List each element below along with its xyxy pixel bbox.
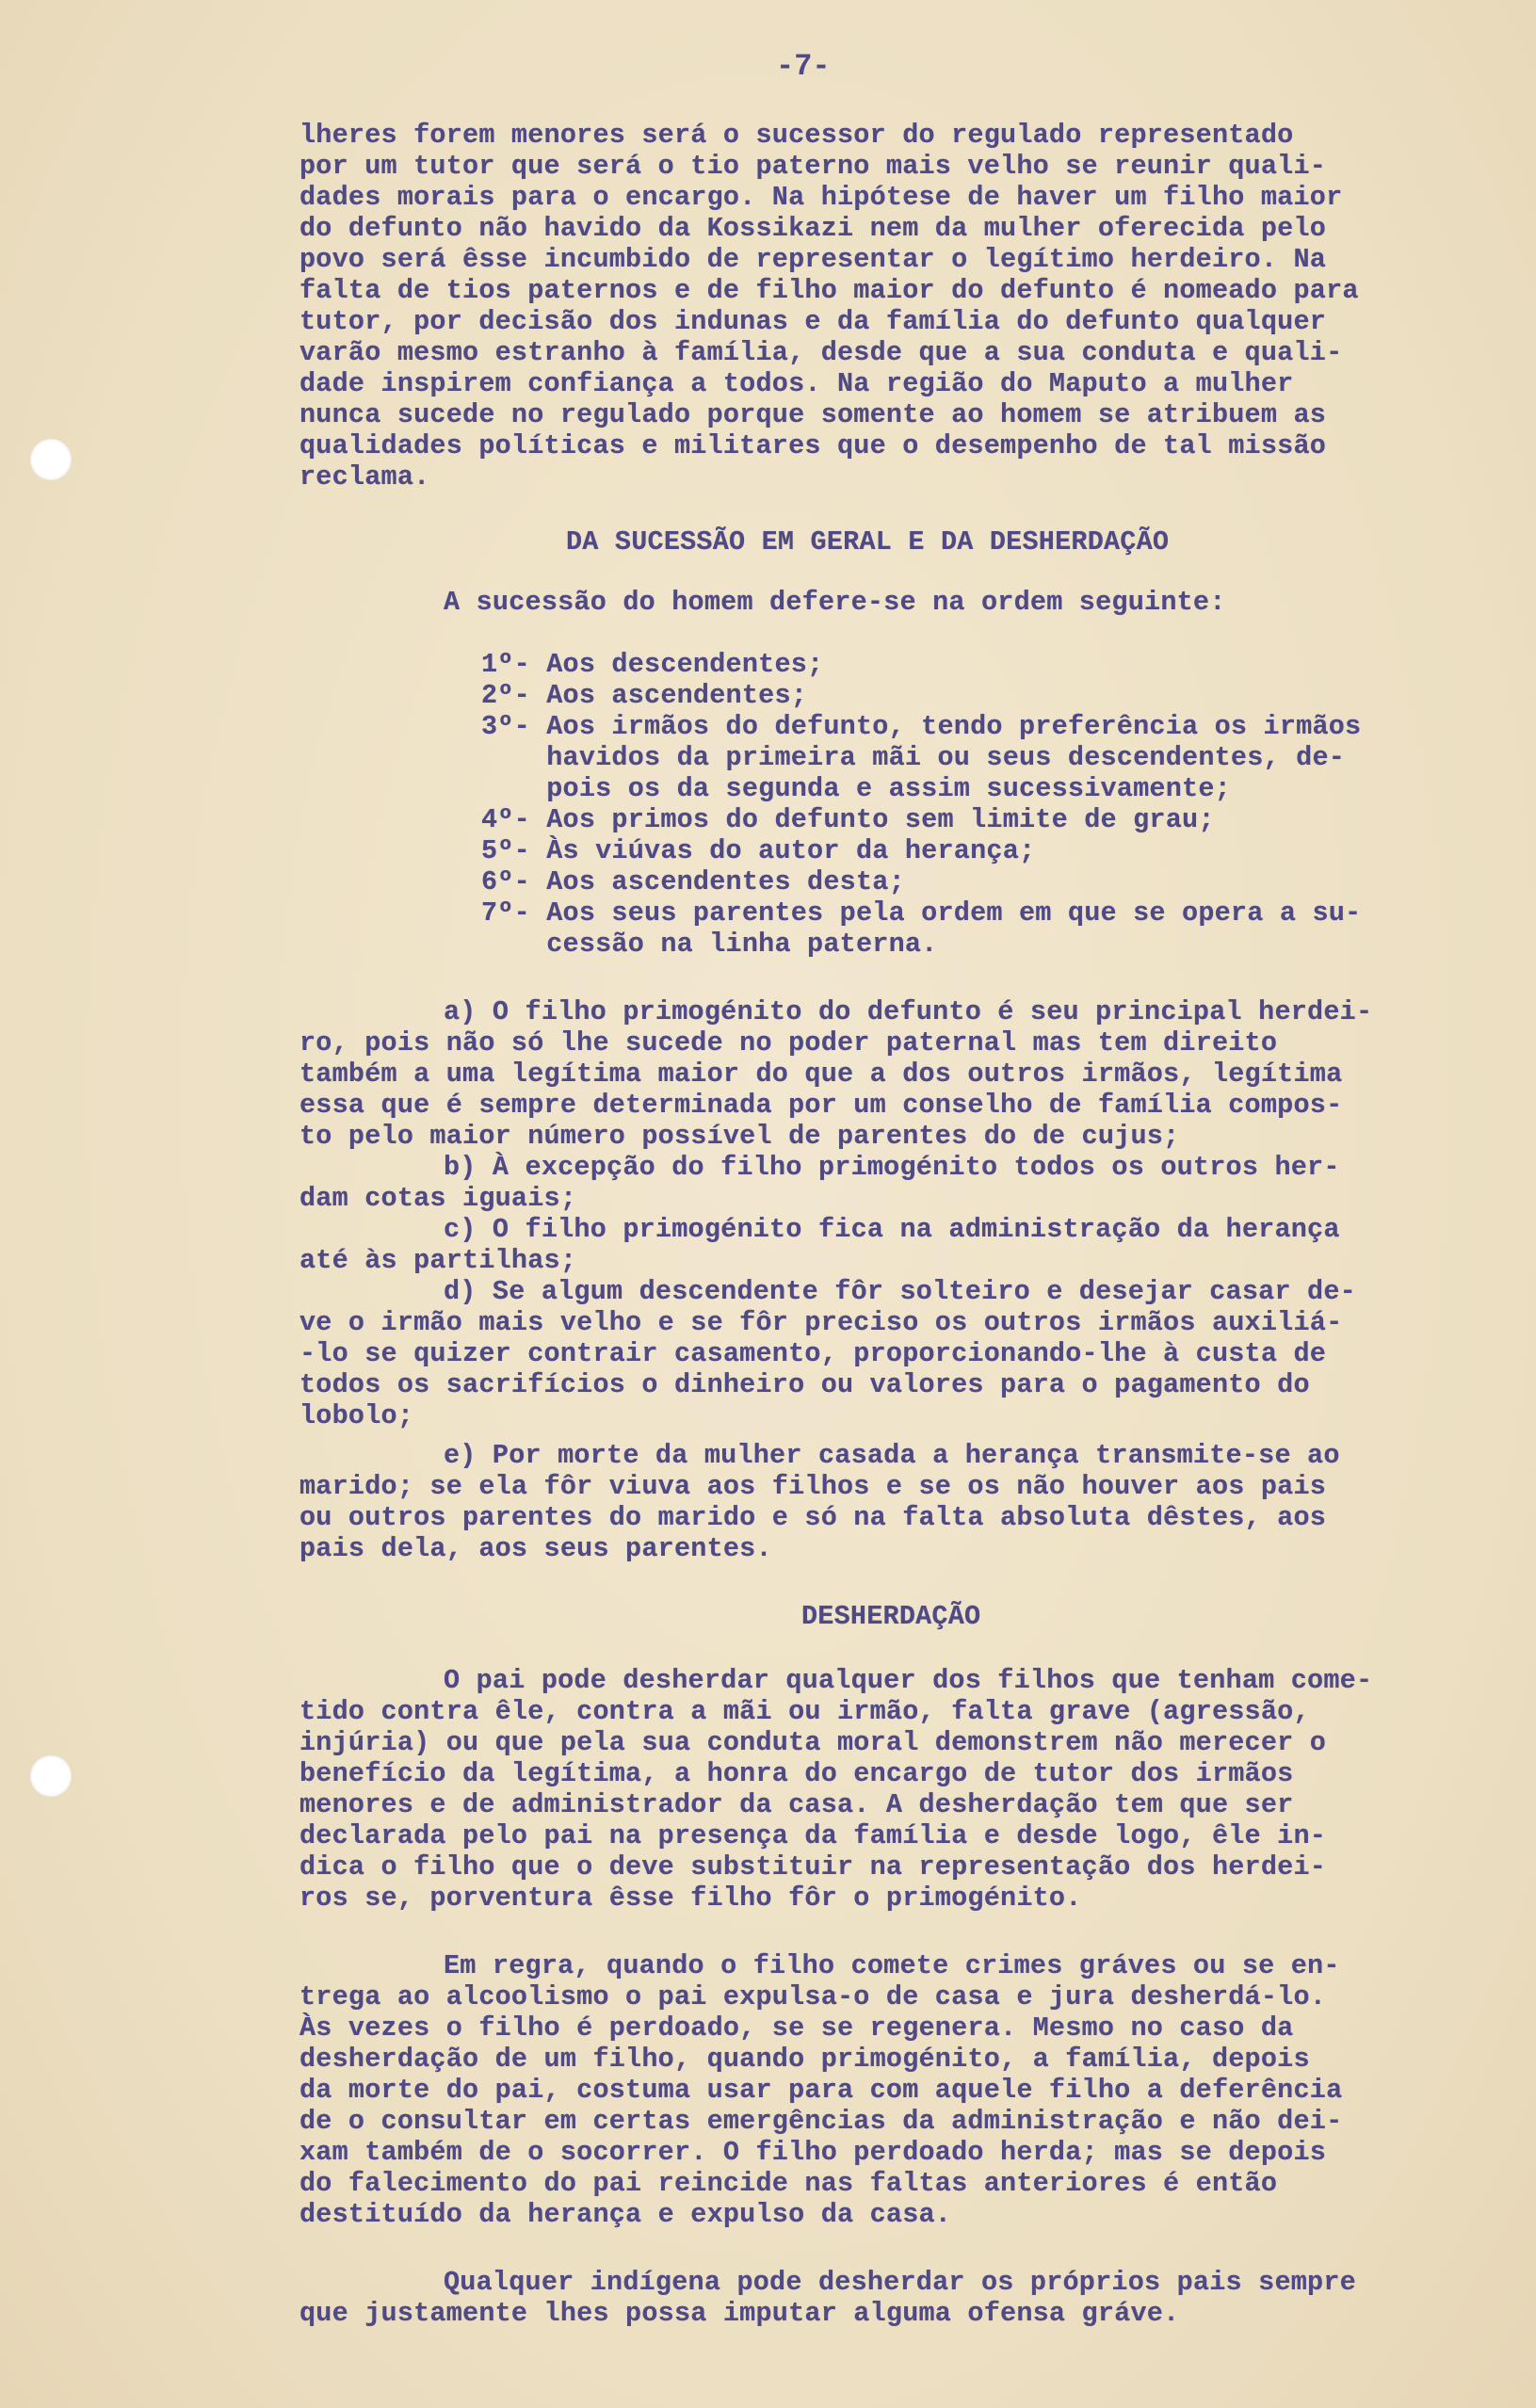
- text-line: -lo se quizer contrair casamento, proporcionando-lhe à custa de: [299, 1338, 1327, 1369]
- text-line: que justamente lhes possa imputar alguma ofensa gráve.: [299, 2298, 1180, 2329]
- text-line: nunca sucede no regulado porque somente ao homem se atribuem as: [299, 399, 1327, 430]
- text-line: povo será êsse incumbido de representar o legítimo herdeiro. Na: [299, 244, 1327, 275]
- text-line: destituído da herança e expulso da casa.: [299, 2199, 952, 2230]
- list-item: 7º- Aos seus parentes pela ordem em que se opera a su-: [481, 897, 1362, 929]
- text-line: benefício da legítima, a honra do encargo de tutor dos irmãos: [299, 1758, 1294, 1789]
- list-item: 2º- Aos ascendentes;: [481, 680, 808, 711]
- list-item: 5º- Às viúvas do autor da herança;: [481, 835, 1036, 866]
- text-line: Em regra, quando o filho comete crimes gráves ou se en-: [444, 1950, 1340, 1981]
- text-line: Às vezes o filho é perdoado, se se regenera. Mesmo no caso da: [299, 2012, 1294, 2044]
- section-heading-desherdacao: DESHERDAÇÃO: [801, 1601, 981, 1632]
- text-line: marido; se ela fôr viuva aos filhos e se os não houver aos pais: [299, 1471, 1327, 1502]
- text-line: todos os sacrifícios o dinheiro ou valores para o pagamento do: [299, 1369, 1310, 1400]
- list-item: 6º- Aos ascendentes desta;: [481, 866, 905, 897]
- text-line: ou outros parentes do marido e só na falta absoluta dêstes, aos: [299, 1502, 1327, 1533]
- text-line: da morte do pai, costuma usar para com aquele filho a deferência: [299, 2075, 1343, 2106]
- text-line: qualidades políticas e militares que o desempenho de tal missão: [299, 430, 1327, 461]
- text-line: tutor, por decisão dos indunas e da família do defunto qualquer: [299, 306, 1327, 337]
- text-line: tido contra êle, contra a mãi ou irmão, falta grave (agressão,: [299, 1696, 1310, 1727]
- punch-hole-bottom: [30, 1755, 72, 1797]
- page-number: -7-: [776, 49, 831, 84]
- text-line: dica o filho que o deve substituir na representação dos herdei-: [299, 1851, 1327, 1883]
- text-line: ve o irmão mais velho e se fôr preciso os outros irmãos auxiliá-: [299, 1307, 1343, 1338]
- list-item: 4º- Aos primos do defunto sem limite de grau;: [481, 804, 1215, 835]
- text-line: lobolo;: [299, 1400, 414, 1431]
- section-heading-sucessao: DA SUCESSÃO EM GERAL E DA DESHERDAÇÃO: [566, 526, 1170, 558]
- text-line: pais dela, aos seus parentes.: [299, 1533, 772, 1564]
- text-line: dade inspirem confiança a todos. Na região do Maputo a mulher: [299, 368, 1294, 399]
- text-line: de o consultar em certas emergências da administração e não dei-: [299, 2106, 1343, 2137]
- text-line: dam cotas iguais;: [299, 1183, 577, 1214]
- text-line: também a uma legítima maior do que a dos outros irmãos, legítima: [299, 1059, 1343, 1090]
- text-line: falta de tios paternos e de filho maior do defunto é nomeado para: [299, 275, 1359, 306]
- text-line: ros se, porventura êsse filho fôr o primogénito.: [299, 1883, 1082, 1914]
- text-line: injúria) ou que pela sua conduta moral demonstrem não merecer o: [299, 1727, 1327, 1758]
- text-line: do defunto não havido da Kossikazi nem da mulher oferecida pelo: [299, 213, 1327, 244]
- text-line: menores e de administrador da casa. A desherdação tem que ser: [299, 1789, 1294, 1820]
- text-line: lheres forem menores será o sucessor do regulado representado: [299, 120, 1294, 151]
- text-line: A sucessão do homem defere-se na ordem seguinte:: [444, 587, 1226, 618]
- list-item: cessão na linha paterna.: [481, 929, 938, 960]
- text-line: d) Se algum descendente fôr solteiro e desejar casar de-: [444, 1276, 1356, 1307]
- text-line: declarada pelo pai na presença da família e desde logo, êle in-: [299, 1820, 1327, 1851]
- text-line: e) Por morte da mulher casada a herança transmite-se ao: [444, 1440, 1340, 1471]
- text-line: desherdação de um filho, quando primogénito, a família, depois: [299, 2044, 1310, 2075]
- text-line: do falecimento do pai reincide nas faltas anteriores é então: [299, 2168, 1278, 2199]
- list-item: 1º- Aos descendentes;: [481, 649, 824, 680]
- text-line: até às partilhas;: [299, 1245, 577, 1276]
- list-item: 3º- Aos irmãos do defunto, tendo preferência os irmãos: [481, 711, 1362, 742]
- text-line: trega ao alcoolismo o pai expulsa-o de casa e jura desherdá-lo.: [299, 1981, 1327, 2012]
- text-line: c) O filho primogénito fica na administração da herança: [444, 1214, 1340, 1245]
- text-line: reclama.: [299, 461, 430, 493]
- text-line: Qualquer indígena pode desherdar os próprios pais sempre: [444, 2267, 1356, 2298]
- text-line: essa que é sempre determinada por um conselho de família compos-: [299, 1090, 1343, 1121]
- text-line: dades morais para o encargo. Na hipótese de haver um filho maior: [299, 182, 1343, 213]
- punch-hole-top: [30, 439, 72, 480]
- text-line: a) O filho primogénito do defunto é seu principal herdei-: [444, 996, 1373, 1027]
- text-line: O pai pode desherdar qualquer dos filhos que tenham come-: [444, 1665, 1373, 1696]
- text-line: varão mesmo estranho à família, desde que a sua conduta e quali-: [299, 337, 1343, 368]
- text-line: to pelo maior número possível de parentes do de cujus;: [299, 1121, 1180, 1152]
- list-item: havidos da primeira mãi ou seus descendentes, de-: [481, 742, 1346, 773]
- text-line: xam também de o socorrer. O filho perdoado herda; mas se depois: [299, 2137, 1327, 2168]
- text-line: por um tutor que será o tio paterno mais velho se reunir quali-: [299, 151, 1327, 182]
- list-item: pois os da segunda e assim sucessivamente;: [481, 773, 1231, 804]
- text-line: b) À excepção do filho primogénito todos os outros her-: [444, 1152, 1340, 1183]
- text-line: ro, pois não só lhe sucede no poder paternal mas tem direito: [299, 1027, 1278, 1059]
